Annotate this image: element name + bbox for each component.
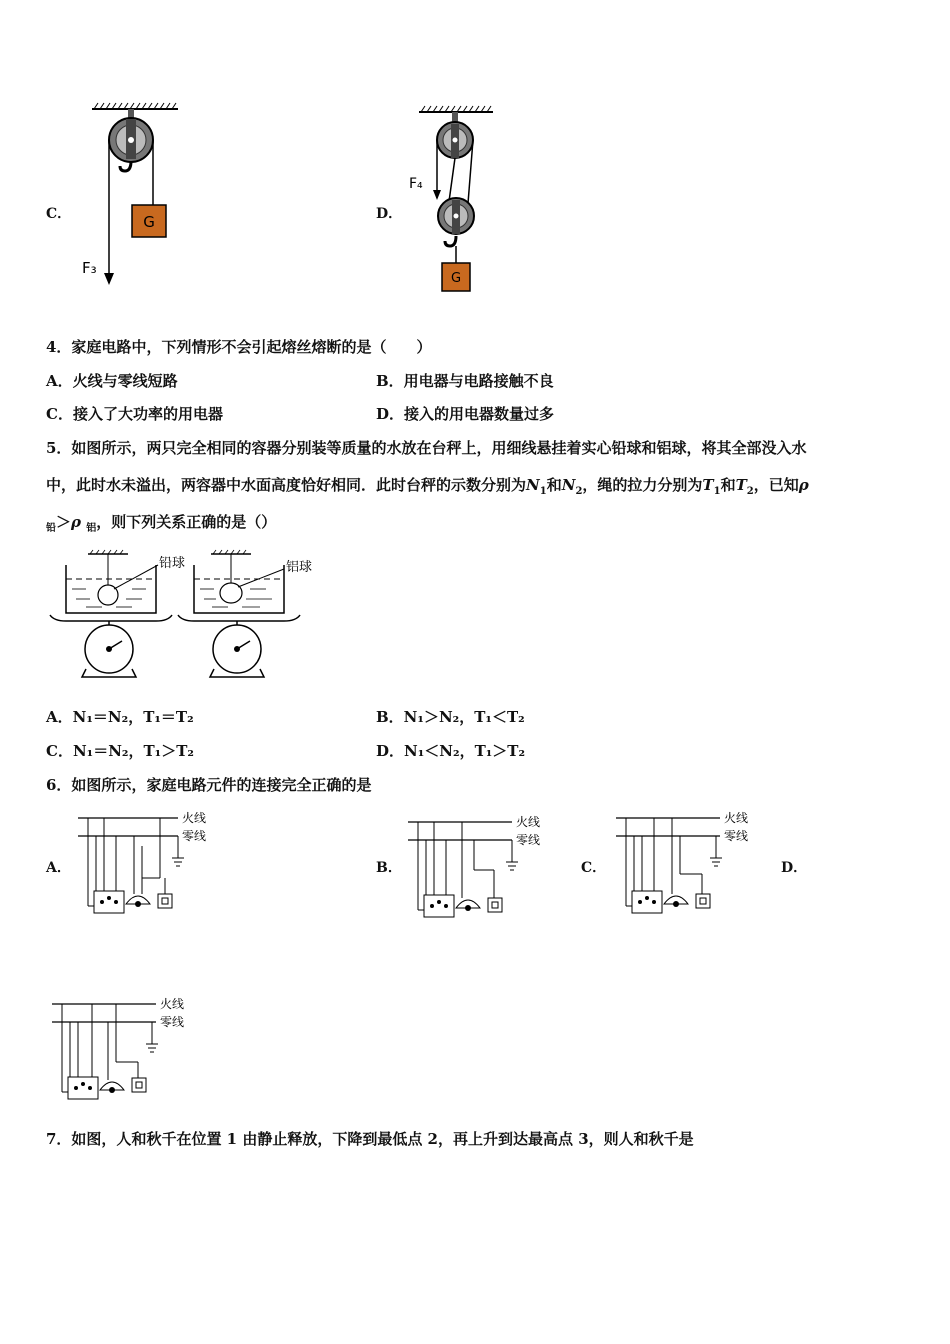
svg-text:F₄: F₄ (409, 176, 423, 192)
circuit-diagram-a (78, 806, 218, 914)
question-5-line-3: $_铅$＞ρ $_铝$，则下列关系正确的是（） (46, 513, 277, 534)
circuit-diagram-b (408, 810, 553, 918)
svg-text:铝球: 铝球 (286, 560, 313, 575)
q4-option-a[interactable]: A．火线与零线短路 (46, 372, 178, 390)
q6-option-a-label[interactable]: A． (46, 860, 71, 876)
svg-text:铅球: 铅球 (159, 556, 186, 571)
svg-text:火线: 火线 (724, 811, 749, 825)
svg-text:G: G (450, 271, 462, 286)
scale-containers-figure (46, 545, 326, 680)
option-d-label[interactable]: D． (376, 206, 403, 222)
question-6-stem: 6．如图所示，家庭电路元件的连接完全正确的是 (46, 776, 372, 794)
q6-option-c-label[interactable]: C． (581, 860, 607, 876)
q4-option-c[interactable]: C．接入了大功率的用电器 (46, 405, 223, 423)
svg-text:F₃: F₃ (82, 259, 97, 277)
svg-text:火线: 火线 (160, 997, 185, 1011)
option-c-label[interactable]: C． (46, 206, 72, 222)
pulley-figure-c (80, 95, 190, 290)
circuit-diagram-c (616, 806, 761, 914)
q5-option-b[interactable]: B．N₁＞N₂，T₁＜T₂ (376, 708, 525, 726)
question-5-line-2: 中，此时水未溢出，两容器中水面高度恰好相同．此时台秤的示数分别为$N_1$和$N_2$，绳的拉力分别为$T_1$和$T_2$，已知ρ (46, 476, 809, 497)
question-5-line-1: 5．如图所示，两只完全相同的容器分别装等质量的水放在台秤上，用细线悬挂着实心铅球和铝球，将其全部没入水 (46, 439, 807, 457)
svg-text:零线: 零线 (182, 829, 207, 843)
q4-option-b[interactable]: B．用电器与电路接触不良 (376, 372, 554, 390)
q5-option-a[interactable]: A．N₁＝N₂，T₁＝T₂ (46, 708, 194, 726)
svg-text:零线: 零线 (160, 1015, 185, 1029)
svg-text:G: G (143, 213, 155, 231)
q6-option-d-label[interactable]: D． (781, 860, 808, 876)
svg-text:零线: 零线 (516, 833, 541, 847)
pulley-figure-d (405, 98, 515, 298)
svg-text:火线: 火线 (182, 811, 207, 825)
svg-text:火线: 火线 (516, 815, 541, 829)
q6-option-b-label[interactable]: B． (376, 860, 402, 876)
question-7-stem: 7．如图，人和秋千在位置 1 由静止释放，下降到最低点 2，再上升到达最高点 3，则人和秋千是 (46, 1130, 694, 1148)
aluminum-ball-setup (178, 550, 312, 677)
svg-text:零线: 零线 (724, 829, 749, 843)
q4-option-d[interactable]: D．接入的用电器数量过多 (376, 405, 555, 423)
q5-option-c[interactable]: C．N₁＝N₂，T₁＞T₂ (46, 742, 194, 760)
q5-option-d[interactable]: D．N₁＜N₂，T₁＞T₂ (376, 742, 526, 760)
lead-ball-setup (50, 550, 185, 677)
circuit-diagram-d (52, 992, 197, 1100)
question-4-stem: 4．家庭电路中，下列情形不会引起熔丝熔断的是（ ） (46, 338, 432, 356)
